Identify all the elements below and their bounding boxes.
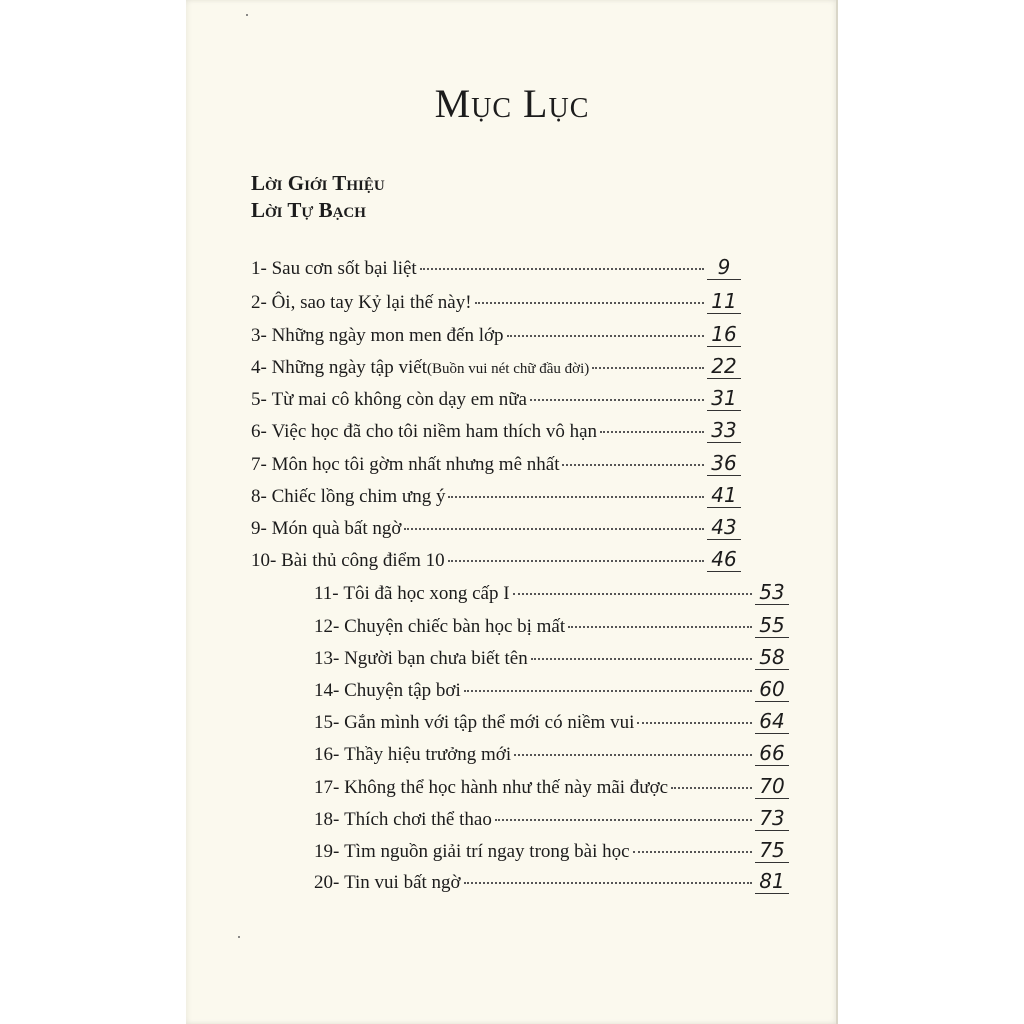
entry-number: 18- — [314, 809, 340, 830]
dot-leader — [448, 496, 704, 498]
entry-page-number: 55 — [755, 613, 789, 638]
toc-entry-7 — [251, 451, 741, 481]
entry-number: 20- — [314, 872, 340, 893]
toc-entry-8 — [251, 483, 741, 513]
dot-leader — [464, 882, 752, 884]
toc-entry-17 — [314, 774, 789, 804]
dot-leader — [475, 302, 704, 304]
dot-leader — [633, 851, 752, 853]
scan-speck — [246, 14, 248, 16]
entry-page-number: 58 — [755, 645, 789, 670]
entry-title: Tôi đã học xong cấp I — [343, 583, 510, 604]
book-page — [186, 0, 838, 1024]
entry-page-number: 22 — [707, 354, 741, 379]
dot-leader — [420, 268, 704, 270]
entry-title: Những ngày tập viết — [271, 357, 427, 378]
entry-page-number: 31 — [707, 386, 741, 411]
dot-leader — [671, 787, 752, 789]
entry-number: 17- — [314, 777, 340, 798]
entry-subtitle-note: (Buồn vui nét chữ đầu đời) — [426, 361, 590, 377]
entry-title: Ôi, sao tay Kỷ lại thế này! — [271, 292, 472, 313]
dot-leader — [562, 464, 704, 466]
toc-entry-3 — [251, 322, 741, 352]
toc-entry-1 — [251, 255, 741, 285]
entry-page-number: 16 — [707, 322, 741, 347]
entry-title: Thích chơi thể thao — [344, 809, 492, 830]
dot-leader — [448, 560, 704, 562]
toc-entry-13 — [314, 645, 789, 675]
toc-entry-14 — [314, 677, 789, 707]
toc-entry-9 — [251, 515, 741, 545]
toc-entry-11 — [314, 580, 789, 610]
entry-page-number: 81 — [755, 869, 789, 894]
dot-leader — [404, 528, 704, 530]
entry-title: Thầy hiệu trưởng mới — [344, 744, 512, 765]
entry-title: Món quà bất ngờ — [271, 518, 402, 539]
entry-number: 1- — [251, 258, 267, 279]
entry-page-number: 70 — [755, 774, 789, 799]
entry-title: Sau cơn sốt bại liệt — [271, 258, 417, 279]
entry-number: 6- — [251, 421, 267, 442]
page-title: Mục Lục — [434, 81, 590, 126]
scan-speck — [238, 936, 240, 938]
entry-title: Từ mai cô không còn dạy em nữa — [271, 389, 527, 410]
toc-entry-20 — [314, 869, 789, 899]
front-matter-preface: Lời Tự Bạch — [251, 198, 366, 222]
toc-entry-6 — [251, 418, 741, 448]
entry-page-number: 43 — [707, 515, 741, 540]
toc-entry-10 — [251, 547, 741, 577]
dot-leader — [514, 754, 752, 756]
entry-number: 5- — [251, 389, 267, 410]
entry-number: 7- — [251, 454, 267, 475]
entry-page-number: 66 — [755, 741, 789, 766]
entry-number: 19- — [314, 841, 340, 862]
toc-entry-19 — [314, 838, 789, 868]
dot-leader — [531, 658, 752, 660]
entry-title: Tìm nguồn giải trí ngay trong bài học — [344, 841, 630, 862]
entry-title: Chuyện tập bơi — [344, 680, 461, 701]
dot-leader — [637, 722, 752, 724]
entry-page-number: 33 — [707, 418, 741, 443]
dot-leader — [592, 367, 704, 369]
toc-entry-16 — [314, 741, 789, 771]
entry-title: Những ngày mon men đến lớp — [271, 325, 504, 346]
entry-title: Việc học đã cho tôi niềm ham thích vô hạn — [271, 421, 598, 442]
dot-leader — [513, 593, 752, 595]
entry-title: Tin vui bất ngờ — [344, 872, 461, 893]
entry-number: 4- — [251, 357, 267, 378]
entry-title: Bài thủ công điểm 10 — [281, 550, 445, 571]
entry-page-number: 36 — [707, 451, 741, 476]
dot-leader — [530, 399, 704, 401]
entry-page-number: 73 — [755, 806, 789, 831]
dot-leader — [600, 431, 704, 433]
toc-entry-15 — [314, 709, 789, 739]
entry-page-number: 60 — [755, 677, 789, 702]
entry-number: 9- — [251, 518, 267, 539]
entry-page-number: 41 — [707, 483, 741, 508]
entry-title: Không thể học hành như thế này mãi được — [344, 777, 669, 798]
entry-title: Chuyện chiếc bàn học bị mất — [344, 616, 566, 637]
entry-number: 12- — [314, 616, 340, 637]
entry-title: Người bạn chưa biết tên — [344, 648, 528, 669]
toc-entry-18 — [314, 806, 789, 836]
entry-page-number: 53 — [755, 580, 789, 605]
entry-number: 14- — [314, 680, 340, 701]
front-matter-introduction: Lời Giới Thiệu — [251, 171, 385, 195]
dot-leader — [507, 335, 704, 337]
dot-leader — [464, 690, 752, 692]
toc-entry-2 — [251, 289, 741, 319]
dot-leader — [568, 626, 752, 628]
page-edge — [836, 0, 838, 1024]
entry-page-number: 46 — [707, 547, 741, 572]
entry-number: 16- — [314, 744, 340, 765]
entry-page-number: 9 — [707, 255, 741, 280]
entry-page-number: 11 — [707, 289, 741, 314]
entry-number: 2- — [251, 292, 267, 313]
entry-number: 11- — [314, 583, 339, 604]
entry-number: 13- — [314, 648, 340, 669]
entry-number: 3- — [251, 325, 267, 346]
dot-leader — [495, 819, 752, 821]
entry-number: 10- — [251, 550, 277, 571]
toc-entry-4 — [251, 354, 741, 384]
entry-title: Gắn mình với tập thể mới có niềm vui — [344, 712, 635, 733]
entry-number: 8- — [251, 486, 267, 507]
entry-page-number: 64 — [755, 709, 789, 734]
entry-number: 15- — [314, 712, 340, 733]
toc-entry-5 — [251, 386, 741, 416]
entry-title: Môn học tôi gờm nhất nhưng mê nhất — [271, 454, 560, 475]
toc-entry-12 — [314, 613, 789, 643]
entry-page-number: 75 — [755, 838, 789, 863]
entry-title: Chiếc lồng chim ưng ý — [271, 486, 446, 507]
